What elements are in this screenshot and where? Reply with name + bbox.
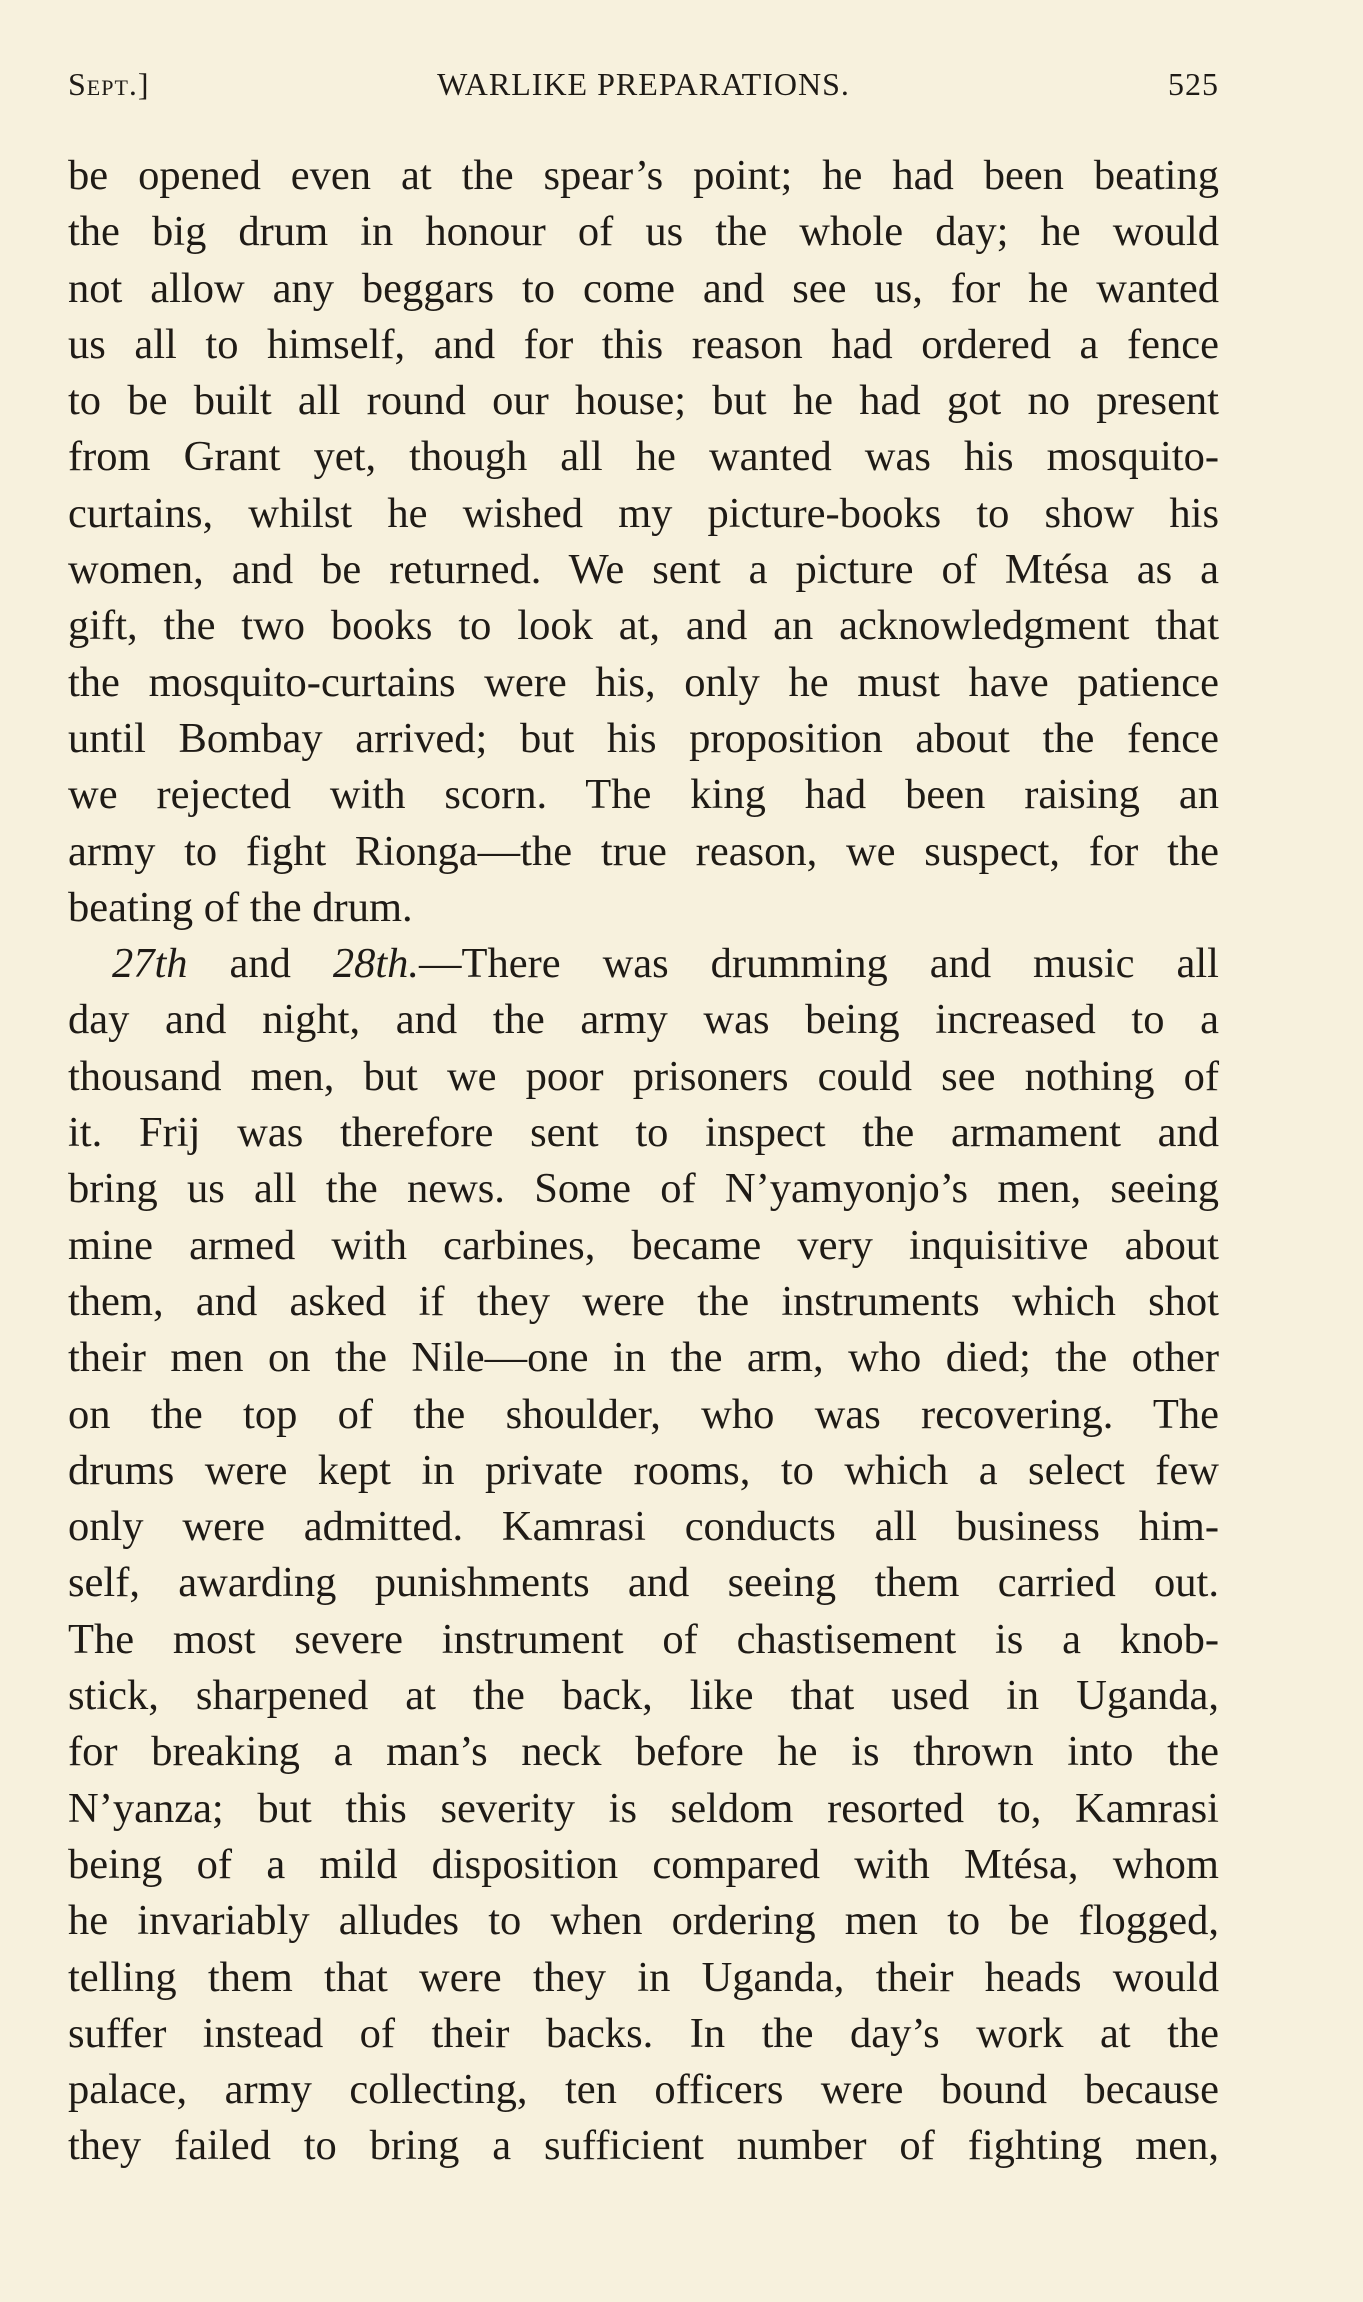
text-line: [68, 936, 1219, 992]
text-line: N’yanza; but this severity is seldom resorted to, Kamrasi: [68, 1784, 1219, 1832]
text-line: The most severe instrument of chastisement is a knob-: [68, 1615, 1219, 1663]
text-line: on the top of the shoulder, who was recovering. The: [68, 1390, 1219, 1438]
text-line: they failed to bring a sufficient number of fighting men,: [68, 2122, 1219, 2170]
date-italic: 28th.: [332, 940, 420, 988]
running-head-title: WARLIKE PREPARATIONS.: [437, 66, 850, 102]
text-line: the mosquito-curtains were his, only he must have patience: [68, 658, 1219, 706]
text-line: from Grant yet, though all he wanted was his mosquito-: [68, 433, 1219, 481]
text-line: he invariably alludes to when ordering men to be flogged,: [68, 1897, 1219, 1945]
text-line: thousand men, but we poor prisoners could see nothing of: [68, 1052, 1219, 1100]
body-text: [68, 148, 1219, 2175]
text-line: being of a mild disposition compared with Mtésa, whom: [68, 1840, 1219, 1888]
text-line: stick, sharpened at the back, like that used in Uganda,: [68, 1672, 1219, 1720]
text-line: women, and be returned. We sent a picture of Mtésa as a: [68, 546, 1219, 594]
running-head-month: Sept.]: [68, 66, 150, 102]
text-line: us all to himself, and for this reason had ordered a fence: [68, 320, 1219, 368]
text-line: be opened even at the spear’s point; he had been beating: [68, 152, 1219, 199]
text-line: until Bombay arrived; but his proposition about the fence: [68, 714, 1219, 762]
text-line: palace, army collecting, ten officers were bound because: [68, 2066, 1219, 2114]
date-italic: 27th: [112, 940, 188, 988]
text-line: bring us all the news. Some of N’yamyonjo’s men, seeing: [68, 1165, 1219, 1213]
text-line: army to fight Rionga—the true reason, we suspect, for the: [68, 827, 1219, 875]
date-connector: and: [187, 940, 333, 988]
text-line: suffer instead of their backs. In the day’s work at the: [68, 2009, 1219, 2057]
text-line: them, and asked if they were the instruments which shot: [68, 1277, 1219, 1325]
text-line: telling them that were they in Uganda, their heads would: [68, 1953, 1219, 2001]
running-head: [68, 66, 1219, 118]
text-line: we rejected with scorn. The king had been raising an: [68, 771, 1219, 819]
text-line: drums were kept in private rooms, to which a select few: [68, 1446, 1219, 1494]
text-line: their men on the Nile—one in the arm, who died; the other: [68, 1334, 1219, 1382]
page-number: 525: [1168, 66, 1219, 102]
text-line: curtains, whilst he wished my picture-books to show his: [68, 489, 1219, 537]
line-text: —There was drumming and music all: [419, 940, 1219, 988]
text-line: only were admitted. Kamrasi conducts all business him-: [68, 1503, 1219, 1551]
text-line: beating of the drum.: [68, 883, 413, 931]
text-line: self, awarding punishments and seeing them carried out.: [68, 1559, 1219, 1607]
text-line: not allow any beggars to come and see us, for he wanted: [68, 264, 1219, 312]
text-line: mine armed with carbines, became very inquisitive about: [68, 1221, 1219, 1269]
text-line: gift, the two books to look at, and an acknowledgment that: [68, 602, 1219, 650]
text-line: day and night, and the army was being increased to a: [68, 996, 1219, 1044]
text-line: it. Frij was therefore sent to inspect the armament and: [68, 1109, 1219, 1157]
text-line: for breaking a man’s neck before he is thrown into the: [68, 1728, 1219, 1776]
text-line: to be built all round our house; but he had got no present: [68, 377, 1219, 425]
text-line: the big drum in honour of us the whole day; he would: [68, 208, 1219, 256]
